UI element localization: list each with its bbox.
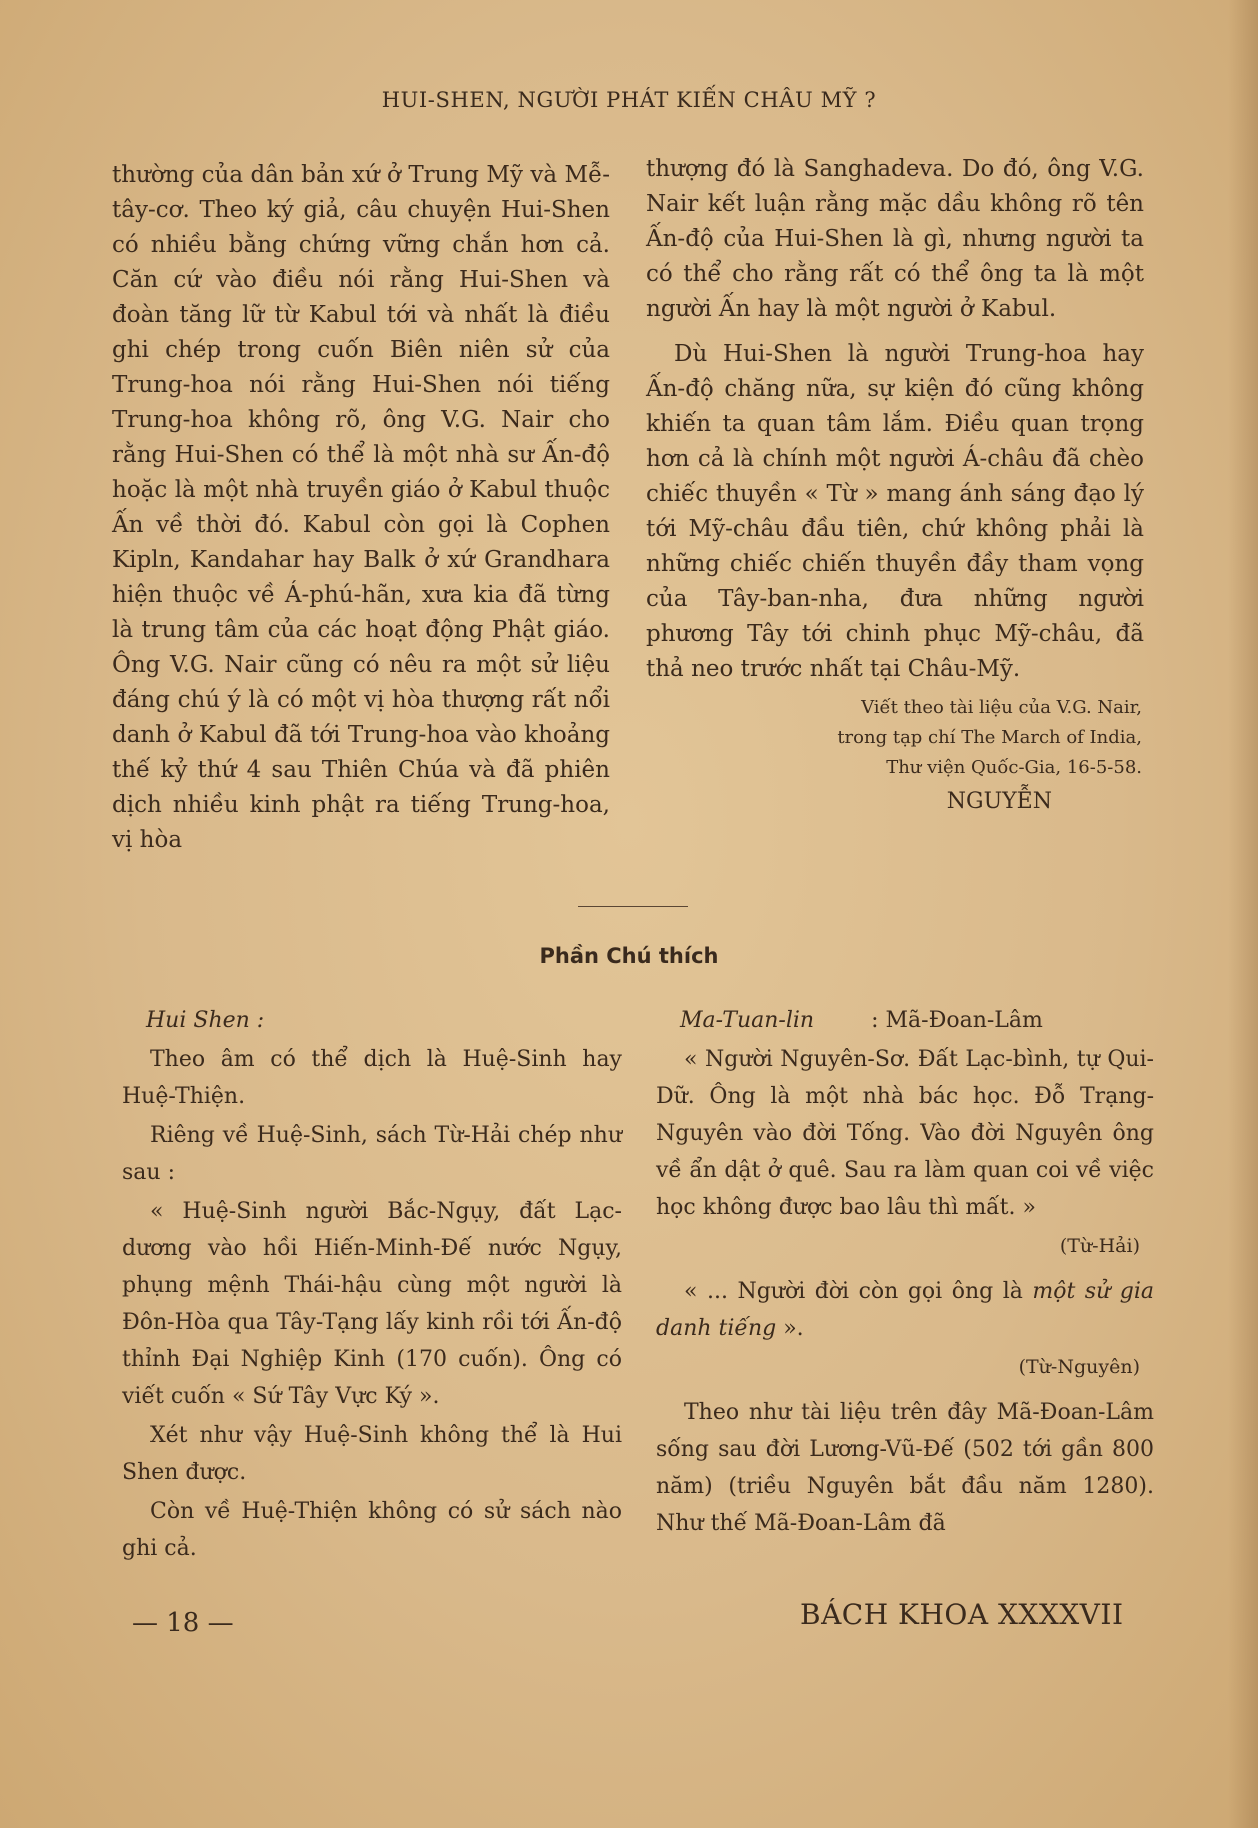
note-source: (Từ-Nguyên)	[1018, 1356, 1140, 1378]
article-column-right	[646, 152, 1144, 817]
note-source: (Từ-Hải)	[1059, 1235, 1140, 1257]
article-paragraph: thượng đó là Sanghadeva. Do đó, ông V.G. Nair kết luận rằng mặc dầu không rõ tên Ấn-độ của Hui-Shen là gì, nhưng người ta có thể cho rằng rất có thể ông ta là một người Ấn hay là một người ở Kabul.	[646, 156, 1144, 322]
note-quote: « Người Nguyên-Sơ. Đất Lạc-bình, tự Qui-Dữ. Ông là một nhà bác học. Đỗ Trạng-Nguyên vào đời Tống. Vào đời Nguyên ông về ẩn dật ở quê. Sau ra làm quan coi về việc học không được bao lâu thì mất. »	[656, 1047, 1154, 1220]
note-term-line	[656, 1002, 1154, 1039]
note-term-gloss: : Mã-Đoan-Lâm	[871, 1008, 1043, 1033]
note-quote	[656, 1273, 1154, 1347]
notes-column-right	[656, 1002, 1154, 1544]
quote-text: ».	[776, 1316, 804, 1341]
note-quote: « Huệ-Sinh người Bắc-Ngụy, đất Lạc-dương vào hồi Hiến-Minh-Đế nước Ngụy, phụng mệnh Thái-hậu cùng một người là Đôn-Hòa qua Tây-Tạng lấy kinh rồi tới Ấn-độ thỉnh Đại Nghiệp Kinh (170 cuốn). Ông có viết cuốn « Sứ Tây Vực Ký ».	[122, 1199, 622, 1409]
notes-column-left	[122, 1002, 622, 1569]
article-column-left	[112, 158, 610, 858]
note-paragraph: Theo như tài liệu trên đây Mã-Đoan-Lâm sống sau đời Lương-Vũ-Đế (502 tới gần 800 năm) (triều Nguyên bắt đầu năm 1280). Như thế Mã-Đoan-Lâm đã	[656, 1400, 1154, 1536]
article-paragraph: Dù Hui-Shen là người Trung-hoa hay Ấn-độ chăng nữa, sự kiện đó cũng không khiến ta quan tâm lắm. Điều quan trọng hơn cả là chính một người Á-châu đã chèo chiếc thuyền « Từ » mang ánh sáng đạo lý tới Mỹ-châu đầu tiên, chứ không phải là những chiếc chiến thuyền đầy tham vọng của Tây-ban-nha, đưa những người phương Tây tới chinh phục Mỹ-châu, đã thả neo trước nhất tại Châu-Mỹ.	[646, 341, 1144, 682]
credit-line: trong tạp chí The March of India,	[837, 727, 1142, 748]
note-paragraph: Theo âm có thể dịch là Huệ-Sinh hay Huệ-Thiện.	[122, 1047, 622, 1109]
note-paragraph: Xét như vậy Huệ-Sinh không thể là Hui Shen được.	[122, 1423, 622, 1485]
note-paragraph: Riêng về Huệ-Sinh, sách Từ-Hải chép như sau :	[122, 1123, 622, 1185]
article-paragraph: thường của dân bản xứ ở Trung Mỹ và Mễ-tây-cơ. Theo ký giả, câu chuyện Hui-Shen có nhiều bằng chứng vững chắn hơn cả. Căn cứ vào điều nói rằng Hui-Shen và đoàn tăng lữ từ Kabul tới và nhất là điều ghi chép trong cuốn Biên niên sử của Trung-hoa nói rằng Hui-Shen nói tiếng Trung-hoa không rõ, ông V.G. Nair cho rằng Hui-Shen có thể là một nhà sư Ấn-độ hoặc là một nhà truyền giáo ở Kabul thuộc Ấn về thời đó. Kabul còn gọi là Cophen Kipln, Kandahar hay Balk ở xứ Grandhara hiện thuộc về Á-phú-hãn, xưa kia đã từng là trung tâm của các hoạt động Phật giáo. Ông V.G. Nair cũng có nêu ra một sử liệu đáng chú ý là có một vị hòa thượng rất nổi danh ở Kabul đã tới Trung-hoa vào khoảng thế kỷ thứ 4 sau Thiên Chúa và đã phiên dịch nhiều kinh phật ra tiếng Trung-hoa, vị hòa	[112, 162, 610, 853]
credit-line: Viết theo tài liệu của V.G. Nair,	[861, 697, 1142, 718]
magazine-footer: BÁCH KHOA XXXXVII	[800, 1598, 1124, 1631]
quote-emphasis: một sử gia danh tiếng	[656, 1279, 1154, 1341]
page-number: — 18 —	[132, 1608, 234, 1638]
source-credit	[646, 693, 1144, 817]
author-name: NGUYỄN	[946, 789, 1052, 814]
quote-text: « ... Người đời còn gọi ông là	[684, 1279, 1033, 1304]
section-divider	[578, 906, 688, 907]
running-title: HUI-SHEN, NGƯỜI PHÁT KIẾN CHÂU MỸ ?	[381, 88, 877, 112]
note-paragraph: Còn về Huệ-Thiện không có sử sách nào ghi cả.	[122, 1499, 622, 1561]
notes-title: Phần Chú thích	[539, 944, 719, 968]
note-term: Ma-Tuan-lin	[680, 1008, 815, 1033]
note-term: Hui Shen :	[146, 1008, 265, 1033]
credit-line: Thư viện Quốc-Gia, 16-5-58.	[886, 757, 1142, 778]
